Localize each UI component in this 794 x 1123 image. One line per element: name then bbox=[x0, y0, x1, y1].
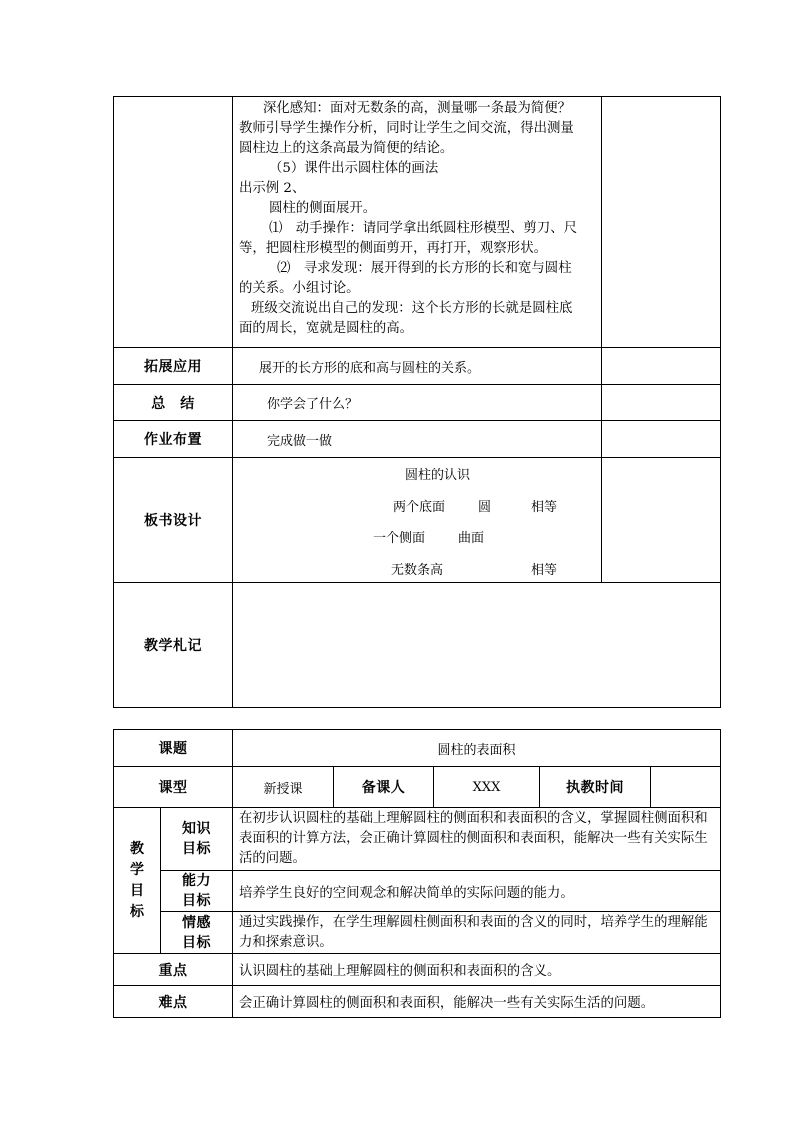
board-content-cell bbox=[233, 458, 602, 583]
topic-value: 圆柱的表面积 bbox=[233, 730, 721, 767]
board-item: 无数条高 bbox=[391, 563, 444, 578]
process-line: 出示例 2、 bbox=[239, 181, 306, 196]
key-label: 重点 bbox=[114, 954, 233, 986]
time-label: 执教时间 bbox=[540, 767, 651, 808]
time-value bbox=[651, 767, 721, 808]
process-line: 教师引导学生操作分析，同时让学生之间交流，得出测量 bbox=[239, 121, 574, 136]
process-line: 圆柱边上的这条高最为简便的结论。 bbox=[239, 141, 454, 156]
homework-label: 作业布置 bbox=[114, 421, 233, 458]
lesson-continuation-table bbox=[113, 96, 721, 708]
knowledge-goal-row bbox=[114, 808, 721, 871]
extension-label: 拓展应用 bbox=[114, 348, 233, 385]
teaching-goals-label bbox=[114, 808, 161, 954]
topic-label: 课题 bbox=[114, 730, 233, 767]
process-line: ⑵ 寻求发现：展开得到的长方形的长和宽与圆柱 bbox=[277, 261, 572, 276]
key-row bbox=[114, 954, 721, 986]
emotion-goal-content bbox=[233, 912, 721, 954]
process-line: 班级交流说出自己的发现：这个长方形的长就是圆柱底 bbox=[251, 301, 573, 316]
type-row bbox=[114, 767, 721, 808]
process-row bbox=[114, 97, 721, 348]
emotion-goal-text: 通过实践操作，在学生理解圆柱侧面积和表面的含义的同时，培养学生的理解能力和探索意识。 bbox=[239, 914, 708, 950]
board-notes-cell bbox=[602, 458, 721, 583]
knowledge-goal-label-1: 知识 bbox=[182, 821, 211, 837]
extension-row bbox=[114, 348, 721, 385]
process-line: ⑴ 动手操作：请同学拿出纸圆柱形模型、剪刀、尺 bbox=[269, 221, 577, 236]
emotion-goal-label bbox=[161, 912, 233, 954]
process-content-cell bbox=[233, 97, 602, 348]
goals-char: 学 bbox=[130, 861, 144, 878]
homework-row bbox=[114, 421, 721, 458]
process-notes-cell bbox=[602, 97, 721, 348]
process-line: 等，把圆柱形模型的侧面剪开，再打开，观察形状。 bbox=[239, 241, 547, 256]
emotion-goal-label-2: 目标 bbox=[182, 934, 211, 951]
extension-content: 展开的长方形的底和高与圆柱的关系。 bbox=[233, 348, 602, 385]
summary-label: 总 结 bbox=[114, 385, 233, 421]
knowledge-goal-label bbox=[161, 808, 233, 871]
board-item: 圆 bbox=[478, 500, 492, 515]
type-value: 新授课 bbox=[233, 767, 334, 808]
topic-row bbox=[114, 730, 721, 767]
preparer-label: 备课人 bbox=[334, 767, 434, 808]
type-label: 课型 bbox=[114, 767, 233, 808]
key-content: 认识圆柱的基础上理解圆柱的侧面积和表面积的含义。 bbox=[233, 954, 721, 986]
board-item: 一个侧面 bbox=[373, 531, 426, 546]
preparer-value: XXX bbox=[434, 767, 540, 808]
process-line: 的关系。小组讨论。 bbox=[239, 281, 360, 296]
emotion-goal-label-1: 情感 bbox=[182, 914, 211, 931]
difficulty-label: 难点 bbox=[114, 986, 233, 1018]
difficulty-content: 会正确计算圆柱的侧面积和表面积，能解决一些有关实际生活的问题。 bbox=[233, 986, 721, 1018]
knowledge-goal-content bbox=[233, 808, 721, 871]
ability-goal-row bbox=[114, 871, 721, 912]
summary-notes-cell bbox=[602, 385, 721, 421]
extension-notes-cell bbox=[602, 348, 721, 385]
knowledge-goal-label-2: 目标 bbox=[182, 841, 211, 857]
board-row bbox=[114, 458, 721, 583]
notes-content bbox=[233, 583, 721, 708]
board-title: 圆柱的认识 bbox=[405, 468, 471, 483]
board-item: 两个底面 bbox=[393, 500, 446, 515]
process-line: 面的周长，宽就是圆柱的高。 bbox=[239, 321, 414, 336]
process-line: 圆柱的侧面展开。 bbox=[269, 201, 377, 216]
goals-char: 教 bbox=[130, 840, 144, 857]
goals-char: 标 bbox=[130, 903, 144, 920]
notes-row bbox=[114, 583, 721, 708]
homework-notes-cell bbox=[602, 421, 721, 458]
board-item: 相等 bbox=[531, 500, 558, 515]
process-line: 深化感知：面对无数条的高，测量哪一条最为简便？ bbox=[263, 101, 571, 116]
board-label: 板书设计 bbox=[114, 458, 233, 583]
difficulty-row bbox=[114, 986, 721, 1018]
process-line: （5）课件出示圆柱体的画法 bbox=[269, 161, 439, 176]
ability-goal-label-1: 能力 bbox=[182, 873, 211, 889]
goals-char: 目 bbox=[130, 882, 144, 899]
emotion-goal-row bbox=[114, 912, 721, 954]
lesson-header-table bbox=[113, 729, 721, 1018]
homework-content: 完成做一做 bbox=[233, 421, 602, 458]
process-label-cell bbox=[114, 97, 233, 348]
ability-goal-label bbox=[161, 871, 233, 912]
board-item: 曲面 bbox=[458, 531, 485, 546]
notes-label: 教学札记 bbox=[114, 583, 233, 708]
summary-row bbox=[114, 385, 721, 421]
summary-content: 你学会了什么？ bbox=[233, 385, 602, 421]
board-item: 相等 bbox=[531, 563, 558, 578]
ability-goal-content: 培养学生良好的空间观念和解决简单的实际问题的能力。 bbox=[233, 871, 721, 912]
knowledge-goal-text: 在初步认识圆柱的基础上理解圆柱的侧面积和表面积的含义，掌握圆柱侧面积和表面积的计算方法，会正确计算圆柱的侧面积和表面积，能解决一些有关实际生活的问题。 bbox=[239, 811, 708, 866]
ability-goal-label-2: 目标 bbox=[182, 893, 211, 909]
